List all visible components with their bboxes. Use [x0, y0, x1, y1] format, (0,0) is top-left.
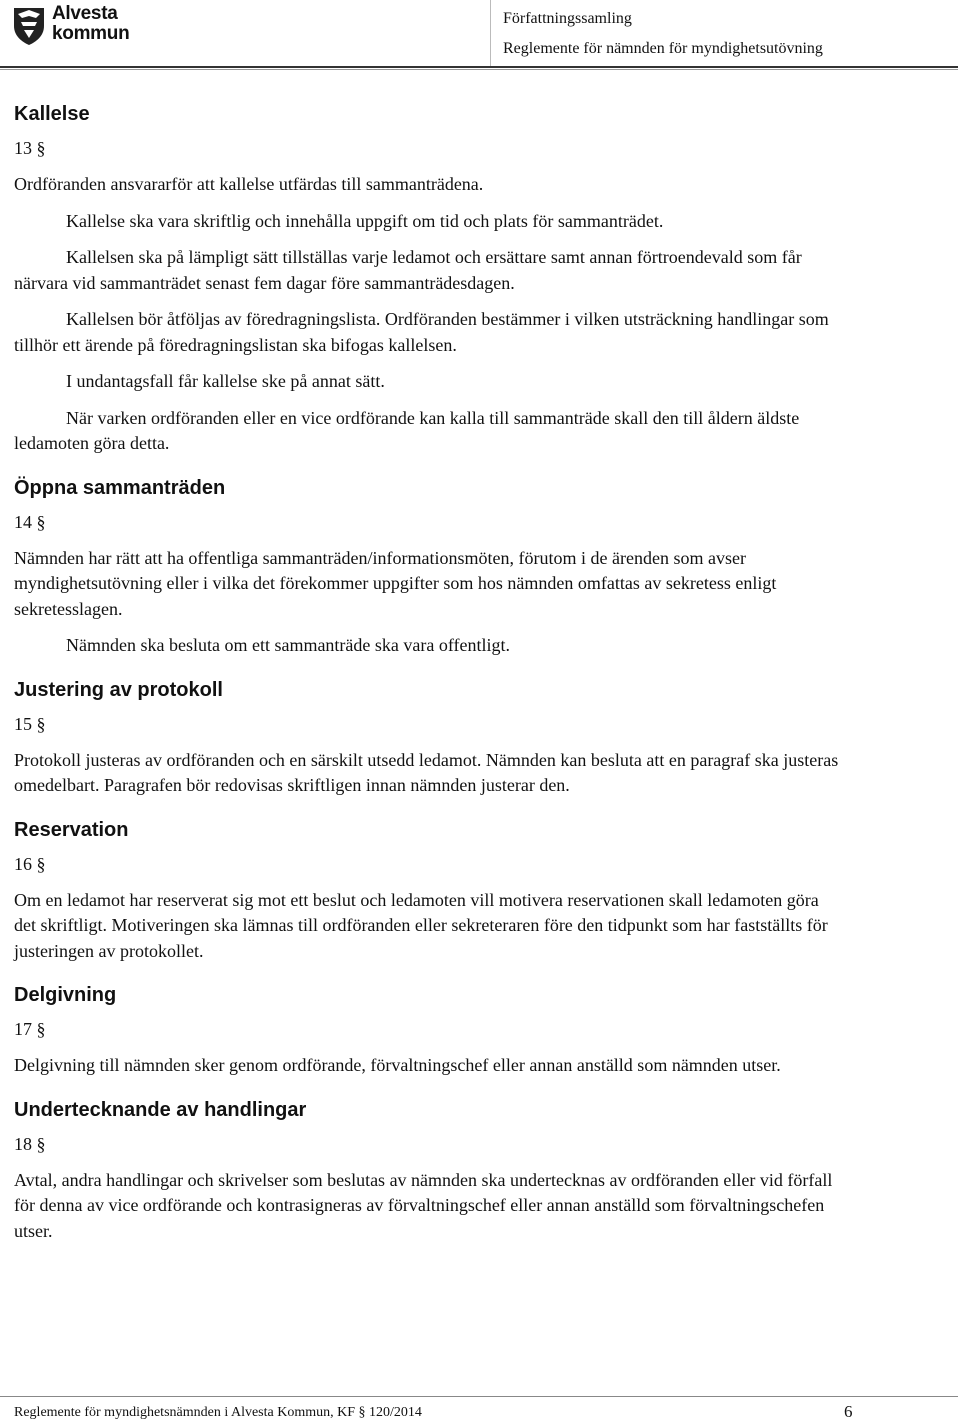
document-body — [14, 102, 844, 1263]
paragraph: Avtal, andra handlingar och skrivelser som beslutas av nämnden ska undertecknas av ordföranden eller vid förfall för denna av vice ordförande och kontrasigneras av förvaltningschef eller annan anställd som förvaltningschefen utser. — [14, 1169, 833, 1241]
section-number: 18 § — [14, 1133, 46, 1154]
section-undertecknande-av-handlingar — [14, 1098, 844, 1245]
coat-of-arms-icon — [12, 4, 46, 46]
section-kallelse — [14, 102, 844, 457]
header-title: Författningssamling — [503, 10, 632, 27]
paragraph: Kallelse ska vara skriftlig och innehålla uppgift om tid och plats för sammanträdet. — [66, 210, 664, 231]
section-number: 16 § — [14, 853, 46, 874]
paragraph: I undantagsfall får kallelse ske på annat sätt. — [66, 371, 385, 391]
section-heading: Delgivning — [14, 984, 117, 1006]
paragraph: Nämnden ska besluta om ett sammanträde ska vara offentligt. — [66, 635, 511, 655]
header-titles — [503, 4, 953, 64]
paragraph: Protokoll justeras av ordföranden och en särskilt utsedd ledamot. Nämnden kan besluta att en paragraf ska justeras omedelbart. Paragrafen bör redovisas skriftligen innan nämnden justerar den. — [14, 749, 839, 795]
footer-text: Reglemente för myndighetsnämnden i Alvesta Kommun, KF § 120/2014 — [14, 1405, 422, 1420]
section-heading: Justering av protokoll — [14, 678, 223, 701]
header-divider — [0, 66, 958, 68]
paragraph: Ordföranden ansvararför att kallelse utfärdas till sammanträdena. — [14, 174, 484, 194]
section-number: 13 § — [14, 138, 46, 158]
header-divider-vertical — [490, 0, 491, 66]
paragraph: Kallelsen ska på lämpligt sätt tillställas varje ledamot och ersättare samt annan förtroendevald som får närvara vid sammanträdet senast fem dagar före sammanträdesdagen. — [14, 247, 802, 293]
section-heading: Undertecknande av handlingar — [14, 1098, 307, 1121]
header-subtitle: Reglemente för nämnden för myndighetsutövning — [503, 40, 823, 57]
section-heading: Kallelse — [14, 103, 90, 125]
section-number: 17 § — [14, 1019, 46, 1039]
section-reservation — [14, 818, 844, 965]
paragraph: Kallelsen bör åtföljas av föredragningslista. Ordföranden bestämmer i vilken utsträckning handlingar som tillhör ett ärende på föredragningslistan ska bifogas kallelsen. — [14, 309, 829, 355]
section-delgivning — [14, 983, 844, 1079]
header-divider-thin — [0, 69, 958, 70]
paragraph: När varken ordföranden eller en vice ordförande kan kalla till sammanträde skall den till åldern äldste ledamoten göra detta. — [14, 407, 800, 453]
footer-divider — [0, 1396, 958, 1397]
section-heading: Reservation — [14, 818, 129, 841]
paragraph: Nämnden har rätt att ha offentliga sammanträden/informationsmöten, förutom i de ärenden som avser myndighetsutövning eller i vilka det förekommer uppgifter som hos nämnden omfattas av sekretess enligt sekretesslagen. — [14, 547, 777, 619]
municipality-logo — [12, 4, 142, 48]
section-heading: Öppna sammanträden — [14, 476, 226, 499]
section-oppna-sammantraden — [14, 476, 844, 659]
section-number: 14 § — [14, 511, 46, 532]
logo-name-line2: kommun — [52, 23, 130, 44]
paragraph: Om en ledamot har reserverat sig mot ett beslut och ledamoten vill motivera reservationen skall ledamoten göra det skriftligt. Motiveringen ska lämnas till ordföranden eller sekreteraren före den tidpunkt som har fastställts för justeringen av protokollet. — [14, 889, 828, 961]
page-number: 6 — [844, 1402, 853, 1421]
paragraph: Delgivning till nämnden sker genom ordförande, förvaltningschef eller annan anställd som nämnden utser. — [14, 1055, 781, 1075]
section-justering-av-protokoll — [14, 678, 844, 799]
section-number: 15 § — [14, 713, 46, 734]
logo-name-line1: Alvesta — [52, 3, 118, 24]
